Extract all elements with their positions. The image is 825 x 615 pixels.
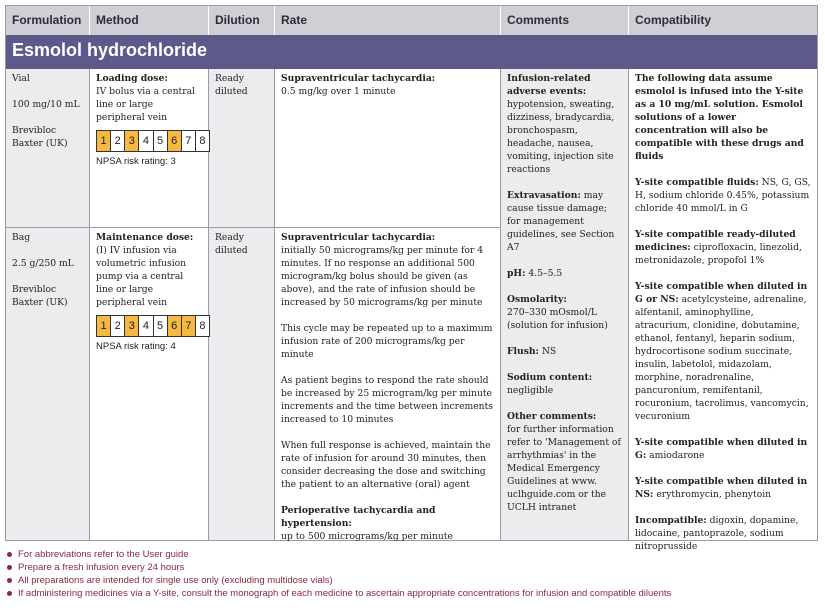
method-text: IV bolus via a central line or large peripheral vein: [96, 86, 196, 123]
header-method: Method: [90, 6, 209, 35]
compatibility-cell: [629, 69, 817, 569]
formulation-vial: [6, 69, 90, 153]
compat-intro: The following data assume esmolol is infused into the Y-site as a 10 mg/mL solution. Esmolol solutions of a lower concentration will also be compatible with these drugs and fluids: [635, 73, 804, 162]
risk-box-1: 1: [97, 316, 111, 336]
compat-text: acetylcysteine, adrenaline, alfentanil, aminophylline, atracurium, clonidine, dobutamine, ethanol, fentanyl, heparin sodium, hydrocortisone sodium succinate, insulin, labetolol, midazolam, morphine, noradrenaline, pancuronium, remifentanil, rocuronium, tacrolimus, vancomycin, vecuronium: [635, 294, 809, 422]
compat-heading: Y-site compatible when diluted in G or NS:: [635, 281, 808, 305]
rate-text: As patient begins to respond the rate should be increased by 25 microgram/kg per minute increments and the time between increments increased to 10 minutes: [281, 375, 493, 425]
header-rate: Rate: [275, 6, 501, 35]
compat-heading: Y-site compatible fluids:: [635, 177, 759, 188]
risk-box-5: 5: [154, 316, 168, 336]
comments-cell: [501, 69, 629, 517]
risk-box-4: 4: [139, 131, 153, 151]
rate-maintenance: [275, 228, 501, 546]
method-loading: [90, 69, 209, 171]
dilution-value: Ready diluted: [215, 232, 248, 256]
comment-text: for further information refer to 'Management of arrhythmias' in the Medical Emergency Guidelines at www. uclhguide.com or the UCLH intranet: [507, 424, 621, 513]
risk-box-6: 6: [168, 316, 182, 336]
npsa-risk-scale: [96, 315, 210, 337]
risk-box-3: 3: [125, 316, 139, 336]
risk-box-2: 2: [111, 131, 125, 151]
formulation-type: Bag: [12, 232, 31, 243]
formulation-maker: Baxter (UK): [12, 297, 68, 308]
risk-box-4: 4: [139, 316, 153, 336]
compat-heading: Y-site compatible when diluted in G:: [635, 437, 808, 461]
dilution-value: Ready diluted: [215, 73, 248, 97]
risk-box-7: 7: [182, 131, 196, 151]
compat-text: digoxin, dopamine, lidocaine, pantoprazole, sodium nitroprusside: [635, 515, 799, 552]
header-dilution: Dilution: [209, 6, 275, 35]
comment-heading: Osmolarity:: [507, 294, 567, 305]
comment-heading: Extravasation:: [507, 190, 581, 201]
comment-text: may cause tissue damage; for management guidelines, see Section A7: [507, 190, 615, 253]
method-heading: Loading dose:: [96, 73, 168, 84]
footnotes: [6, 548, 671, 600]
npsa-risk-scale: [96, 130, 210, 152]
footnote: Prepare a fresh infusion every 24 hours: [6, 561, 671, 574]
risk-box-2: 2: [111, 316, 125, 336]
comment-text: hypotension, sweating, dizziness, bradycardia, bronchospasm, headache, nausea, vomiting, injection site reactions: [507, 99, 615, 175]
npsa-risk-caption: NPSA risk rating: 3: [96, 156, 176, 167]
risk-box-8: 8: [196, 316, 209, 336]
comment-heading: Sodium content:: [507, 372, 593, 383]
header-comments: Comments: [501, 6, 629, 35]
comment-heading: Other comments:: [507, 411, 597, 422]
drug-title: Esmolol hydrochloride: [6, 35, 817, 69]
formulation-brand: Brevibloc: [12, 125, 57, 136]
compat-heading: Y-site compatible when diluted in NS:: [635, 476, 808, 500]
risk-box-5: 5: [154, 131, 168, 151]
comment-text: NS: [541, 346, 557, 357]
footnote: All preparations are intended for single use only (excluding multidose vials): [6, 574, 671, 587]
formulation-type: Vial: [12, 73, 30, 84]
rate-text: up to 500 micrograms/kg per minute: [281, 531, 453, 542]
rate-loading: [275, 69, 501, 101]
rate-heading: Supraventricular tachycardia:: [281, 232, 436, 243]
comment-heading: Infusion-related adverse events:: [507, 73, 591, 97]
compat-text: ciprofloxacin, linezolid, metronidazole, propofol 1%: [635, 242, 802, 266]
header-formulation: Formulation: [6, 6, 90, 35]
comment-heading: Flush:: [507, 346, 539, 357]
formulation-strength: 100 mg/10 mL: [12, 99, 80, 110]
rate-heading: Supraventricular tachycardia:: [281, 73, 436, 84]
comment-heading: pH:: [507, 268, 526, 279]
dilution-column: [209, 69, 275, 540]
compat-text: amiodarone: [649, 450, 705, 461]
monograph-table: [5, 5, 818, 552]
risk-box-7: 7: [182, 316, 196, 336]
risk-box-8: 8: [196, 131, 209, 151]
compat-text: NS, G, GS, H, sodium chloride 0.45%, potassium chloride 40 mmol/L in G: [635, 177, 811, 214]
comment-text: 4.5–5.5: [528, 268, 563, 279]
rate-text: 0.5 mg/kg over 1 minute: [281, 86, 396, 97]
rate-heading: Perioperative tachycardia and hypertension:: [281, 505, 436, 529]
compat-heading: Y-site compatible ready-diluted medicines:: [635, 229, 796, 253]
compat-heading: Incompatible:: [635, 515, 707, 526]
formulation-maker: Baxter (UK): [12, 138, 68, 149]
comment-text: negligible: [507, 385, 554, 396]
npsa-risk-caption: NPSA risk rating: 4: [96, 341, 176, 352]
method-maintenance: [90, 228, 209, 356]
compat-text: erythromycin, phenytoin: [656, 489, 772, 500]
risk-box-1: 1: [97, 131, 111, 151]
header-compatibility: Compatibility: [629, 6, 817, 35]
formulation-brand: Brevibloc: [12, 284, 57, 295]
formulation-bag: [6, 228, 90, 312]
footnote: For abbreviations refer to the User guide: [6, 548, 671, 561]
method-text: (I) IV infusion via volumetric infusion pump via a central line or large peripheral vein: [96, 245, 187, 308]
rate-text: This cycle may be repeated up to a maximum infusion rate of 200 micrograms/kg per minute: [281, 323, 493, 360]
formulation-strength: 2.5 g/250 mL: [12, 258, 74, 269]
risk-box-3: 3: [125, 131, 139, 151]
footnote: If administering medicines via a Y-site, consult the monograph of each medicine to ascertain appropriate concentrations for infusion and compatible diluents: [6, 587, 671, 600]
risk-box-6: 6: [168, 131, 182, 151]
rate-text: initially 50 micrograms/kg per minute for 4 minutes. If no response an additional 500 microgram/kg bolus should be given (as above), and the rate of infusion should be increased by 50 micrograms/kg per minute: [281, 245, 484, 308]
method-heading: Maintenance dose:: [96, 232, 194, 243]
comment-text: 270–330 mOsmol/L (solution for infusion): [507, 307, 608, 331]
rate-text: When full response is achieved, maintain the rate of infusion for around 30 minutes, then consider decreasing the dose and switching the patient to an alternative (oral) agent: [281, 440, 491, 490]
